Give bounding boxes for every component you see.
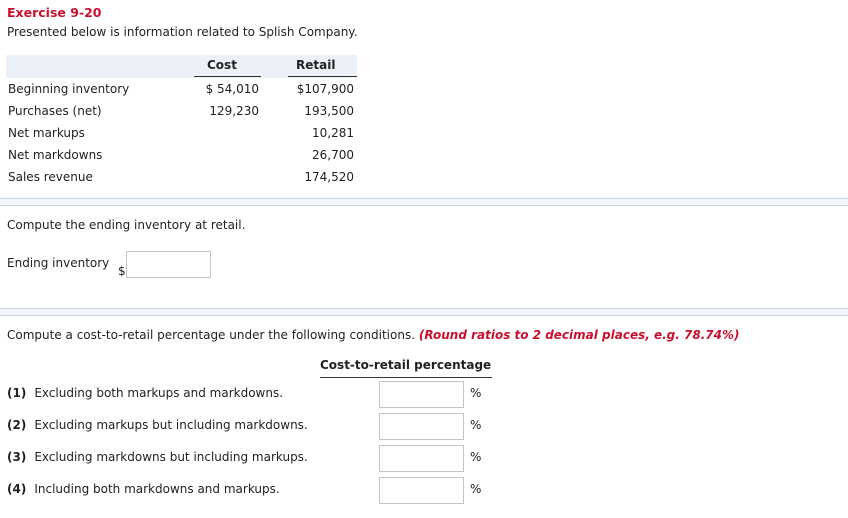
cost-to-retail-header-underline xyxy=(320,377,492,378)
condition-3 xyxy=(7,450,308,464)
condition-text: Excluding markdowns but including markups. xyxy=(34,450,308,464)
ending-inventory-input[interactable] xyxy=(126,251,211,278)
table-row xyxy=(6,166,357,188)
ending-inventory-label: Ending inventory xyxy=(7,256,110,270)
condition-text: Excluding both markups and markdowns. xyxy=(34,386,284,400)
condition-number: (1) xyxy=(7,386,27,400)
condition-2 xyxy=(7,418,308,432)
section-divider xyxy=(0,308,848,316)
cost-column-header: Cost xyxy=(207,58,237,72)
row-retail: 174,520 xyxy=(304,170,354,184)
condition-4-percentage-input[interactable] xyxy=(379,477,464,504)
part1-question: Compute the ending inventory at retail. xyxy=(7,218,246,232)
part2-question-text: Compute a cost-to-retail percentage under the following conditions. xyxy=(7,328,416,342)
condition-1 xyxy=(7,386,283,400)
row-retail: $107,900 xyxy=(296,82,354,96)
row-label: Net markdowns xyxy=(8,148,103,162)
row-label: Sales revenue xyxy=(8,170,93,184)
condition-number: (4) xyxy=(7,482,27,496)
table-header xyxy=(6,55,357,78)
percent-sign: % xyxy=(470,450,482,464)
table-row xyxy=(6,122,357,144)
rounding-hint: (Round ratios to 2 decimal places, e.g. 78.74%) xyxy=(418,328,740,342)
row-label: Beginning inventory xyxy=(8,82,130,96)
percent-sign: % xyxy=(470,482,482,496)
row-label: Purchases (net) xyxy=(8,104,102,118)
part2-question xyxy=(7,328,739,342)
table-row xyxy=(6,100,357,122)
exercise-intro: Presented below is information related to Splish Company. xyxy=(7,25,358,39)
row-retail: 193,500 xyxy=(304,104,354,118)
condition-text: Including both markdowns and markups. xyxy=(34,482,280,496)
condition-2-percentage-input[interactable] xyxy=(379,413,464,440)
retail-column-header: Retail xyxy=(296,58,336,72)
condition-text: Excluding markups but including markdowns. xyxy=(34,418,308,432)
table-row xyxy=(6,78,357,100)
percent-sign: % xyxy=(470,418,482,432)
retail-header-underline xyxy=(288,76,357,77)
condition-1-percentage-input[interactable] xyxy=(379,381,464,408)
row-retail: 10,281 xyxy=(312,126,354,140)
inventory-table xyxy=(6,55,357,188)
row-label: Net markups xyxy=(8,126,85,140)
row-cost: $ 54,010 xyxy=(205,82,259,96)
cost-to-retail-header: Cost-to-retail percentage xyxy=(320,358,492,372)
row-retail: 26,700 xyxy=(312,148,354,162)
table-row xyxy=(6,144,357,166)
condition-number: (3) xyxy=(7,450,27,464)
condition-4 xyxy=(7,482,280,496)
percent-sign: % xyxy=(470,386,482,400)
condition-3-percentage-input[interactable] xyxy=(379,445,464,472)
condition-number: (2) xyxy=(7,418,27,432)
currency-symbol: $ xyxy=(118,264,126,278)
section-divider xyxy=(0,198,848,206)
cost-header-underline xyxy=(194,76,261,77)
row-cost: 129,230 xyxy=(209,104,259,118)
exercise-title: Exercise 9-20 xyxy=(7,5,102,20)
